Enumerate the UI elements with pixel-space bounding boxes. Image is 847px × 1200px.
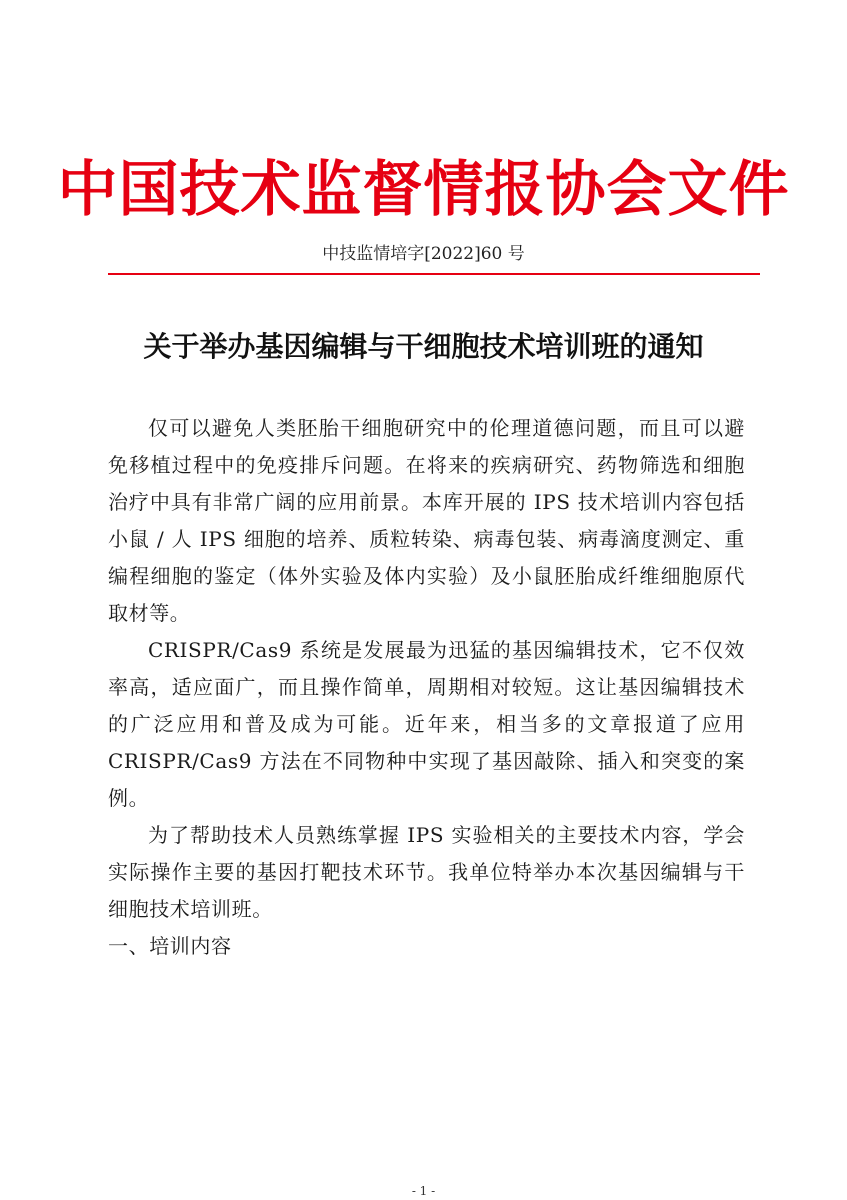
red-divider-line	[108, 273, 760, 275]
body-paragraph-2: CRISPR/Cas9 系统是发展最为迅猛的基因编辑技术，它不仅效率高，适应面广，而且操作简单，周期相对较短。这让基因编辑技术的广泛应用和普及成为可能。近年来，相当多的文章报道了应用 CRISPR/Cas9 方法在不同物种中实现了基因敲除、插入和突变的案例。	[108, 638, 745, 810]
masthead-title: 中国技术监督情报协会文件	[57, 155, 790, 225]
page-number: - 1 -	[411, 1184, 436, 1198]
document-number: 中技监情培字[2022]60 号	[322, 244, 525, 264]
section-heading-training-content: 一、培训内容	[108, 934, 232, 958]
notice-body	[108, 410, 745, 965]
notice-title: 关于举办基因编辑与干细胞技术培训班的通知	[143, 330, 704, 363]
body-paragraph-3: 为了帮助技术人员熟练掌握 IPS 实验相关的主要技术内容，学会实际操作主要的基因打靶技术环节。我单位特举办本次基因编辑与干细胞技术培训班。	[108, 823, 745, 921]
body-paragraph-1: 仅可以避免人类胚胎干细胞研究中的伦理道德问题，而且可以避免移植过程中的免疫排斥问题。在将来的疾病研究、药物筛选和细胞治疗中具有非常广阔的应用前景。本库开展的 IPS 技术培训内容包括小鼠 / 人 IPS 细胞的培养、质粒转染、病毒包装、病毒滴度测定、重编程细胞的鉴定（体外实验及体内实验）及小鼠胚胎成纤维细胞原代取材等。	[108, 416, 745, 625]
